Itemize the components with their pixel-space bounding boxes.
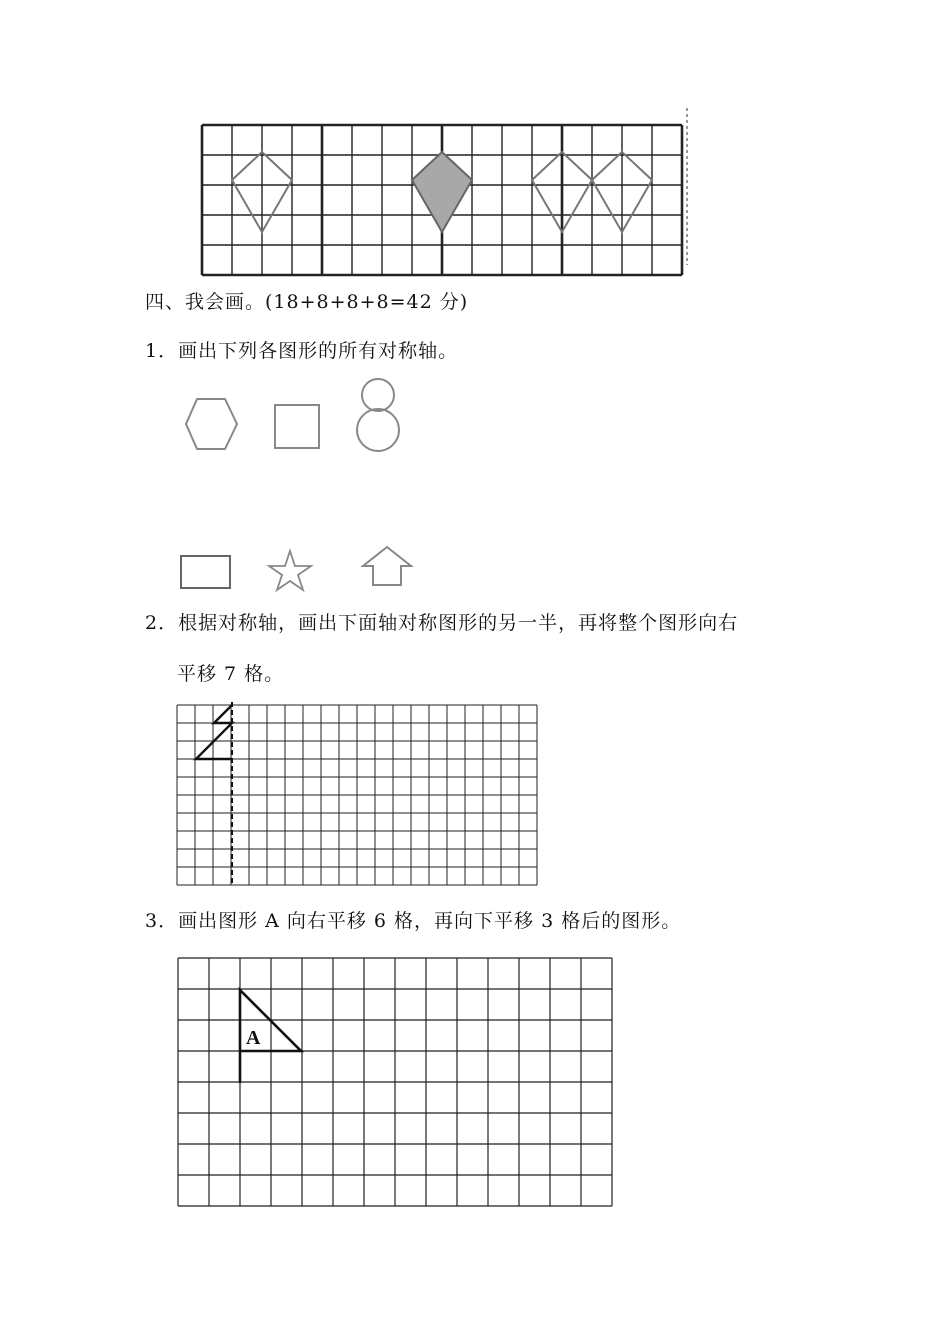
rectangle-shape: [178, 553, 233, 593]
figure-eight-shape: [355, 374, 407, 454]
question-1-text: 1．画出下列各图形的所有对称轴。: [145, 340, 459, 362]
question-2-text-line1: 2．根据对称轴，画出下面轴对称图形的另一半，再将整个图形向右: [145, 612, 739, 634]
shape-a-label: A: [246, 1027, 261, 1049]
square-shape: [273, 402, 323, 452]
section-title: 四、我会画。(18+8+8+8=42 分): [145, 291, 469, 313]
kite-middle-shaded: [412, 152, 472, 232]
translation-grid-lines: [178, 958, 612, 1206]
symmetry-grid-figure: [175, 702, 545, 892]
hexagon-shape: [183, 395, 243, 455]
kite-grid-figure: [195, 100, 695, 270]
half-shape: [196, 705, 232, 759]
translation-grid-figure: [175, 955, 615, 1210]
question-3-text: 3．画出图形 A 向右平移 6 格，再向下平移 3 格后的图形。: [145, 910, 682, 932]
star-shape: [266, 548, 314, 594]
question-2-text-line2: 平移 7 格。: [177, 663, 285, 685]
arrow-house-shape: [360, 544, 415, 589]
